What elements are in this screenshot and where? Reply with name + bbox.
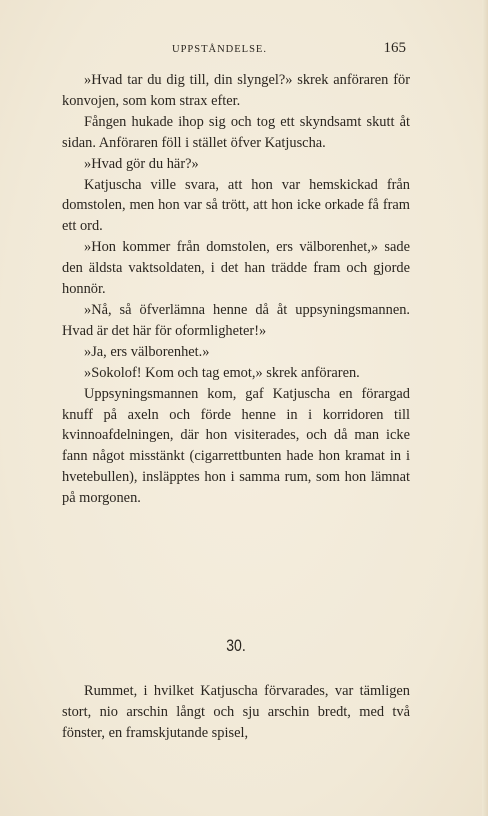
- page-header: [62, 40, 406, 60]
- paragraph: Rummet, i hvilket Katjuscha förvarades, var tämligen stort, nio arschin långt och sju arschin bredt, med två fönster, en framskjutande spisel,: [62, 683, 410, 741]
- paragraph: »Hvad tar du dig till, din slyngel?» skrek anföraren för konvojen, som kom strax efter.: [62, 72, 410, 109]
- paragraph: Fången hukade ihop sig och tog ett skyndsamt skutt åt sidan. Anföraren föll i stället öfver Katjuscha.: [62, 113, 410, 151]
- paragraph: »Hon kommer från domstolen, ers välborenhet,» sade den äldsta vaktsoldaten, i det han trädde fram och gjorde honnör.: [62, 239, 410, 298]
- section-number: 30.: [226, 637, 246, 655]
- body-text: [62, 70, 410, 509]
- paragraph: »Sokolof! Kom och tag emot,» skrek anföraren.: [84, 364, 360, 381]
- section-body-text: [62, 681, 410, 744]
- paragraph: Katjuscha ville svara, att hon var hemskickad från domstolen, men hon var så trött, att hon icke orkade få fram ett ord.: [62, 176, 410, 235]
- paragraph: »Hvad gör du här?»: [84, 155, 199, 172]
- paragraph: »Nå, så öfverlämna henne då åt uppsyningsmannen. Hvad är det här för oformligheter!»: [62, 301, 410, 339]
- paragraph: Uppsyningsmannen kom, gaf Katjuscha en förargad knuff på axeln och förde henne in i korridoren till kvinnoafdelningen, där hon visiterades, och då man icke fann något misstänkt (cigarrettbunten hade hon kramat in i hvetebullen), insläpptes hon i samma rum, som hon lämnat på morgonen.: [62, 385, 410, 507]
- running-title: UPPSTÅNDELSE.: [172, 44, 267, 55]
- page-number: 165: [383, 40, 406, 56]
- page-edge: [482, 0, 488, 816]
- paragraph: »Ja, ers välborenhet.»: [84, 343, 210, 360]
